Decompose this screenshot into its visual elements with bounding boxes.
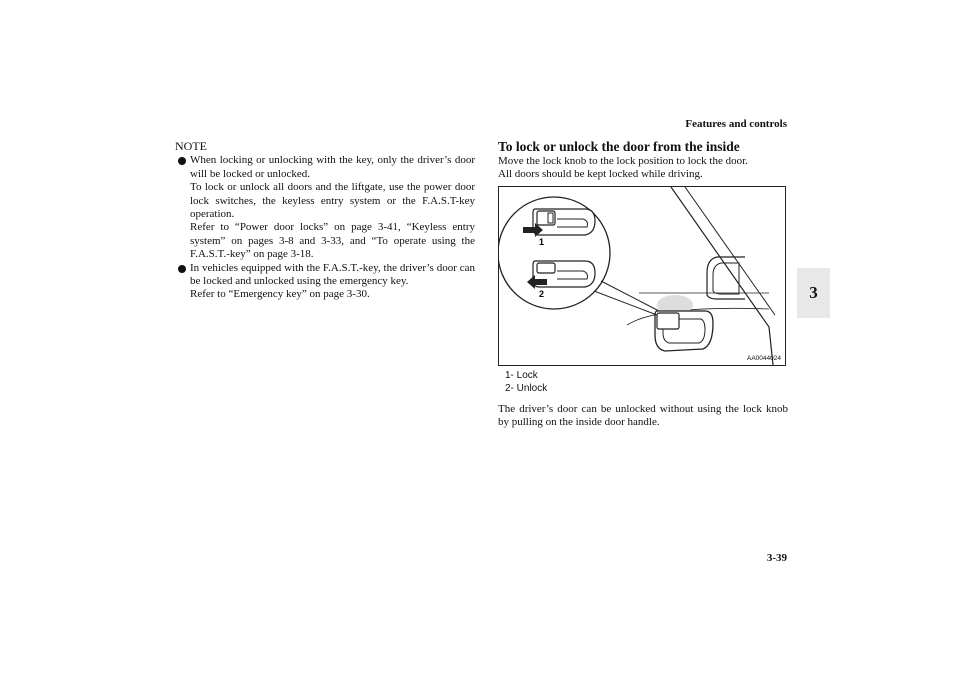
callout-1: 1 (539, 237, 545, 247)
door-lock-drawing (499, 187, 786, 366)
legend-item-lock: 1- Lock (505, 370, 538, 381)
figure-legend (505, 370, 547, 395)
door-lock-illustration (498, 186, 786, 366)
note-block (175, 140, 475, 302)
closing-paragraph: The driver’s door can be unlocked without using the lock knob by pulling on the inside door handle. (498, 403, 788, 429)
page-number: 3-39 (766, 552, 787, 564)
note-text: Refer to “Power door locks” on page 3-41, “Keyless entry system” on pages 3-8 and 3-33, and “To operate using the F.A.S.T.-key” on page 3-18. (190, 221, 475, 261)
chapter-tab (797, 268, 830, 318)
chapter-number: 3 (809, 283, 818, 302)
note-text: When locking or unlocking with the key, only the driver’s door will be locked or unlocked. (190, 154, 475, 180)
callout-2: 2 (539, 289, 545, 299)
section-intro-line: All doors should be kept locked while driving. (498, 168, 703, 181)
note-label: NOTE (175, 139, 207, 153)
bullet-icon (178, 157, 186, 165)
bullet-icon (178, 265, 186, 273)
note-text: To lock or unlock all doors and the liftgate, use the power door lock switches, the keyless entry system or the F.A.S.T-key operation. (190, 181, 475, 221)
section-intro-line: Move the lock knob to the lock position to lock the door. (498, 155, 748, 167)
legend-item-unlock: 2- Unlock (505, 382, 548, 394)
note-item (175, 154, 475, 261)
note-text: In vehicles equipped with the F.A.S.T.-key, the driver’s door can be locked and unlocked using the emergency key. (190, 261, 475, 288)
figure-code: AA0044024 (747, 355, 781, 362)
section-title: To lock or unlock the door from the inside (498, 139, 740, 154)
section-block (498, 139, 788, 182)
note-text: Refer to “Emergency key” on page 3-30. (190, 288, 370, 301)
note-item (175, 262, 475, 302)
header-section-title: Features and controls (685, 118, 787, 130)
